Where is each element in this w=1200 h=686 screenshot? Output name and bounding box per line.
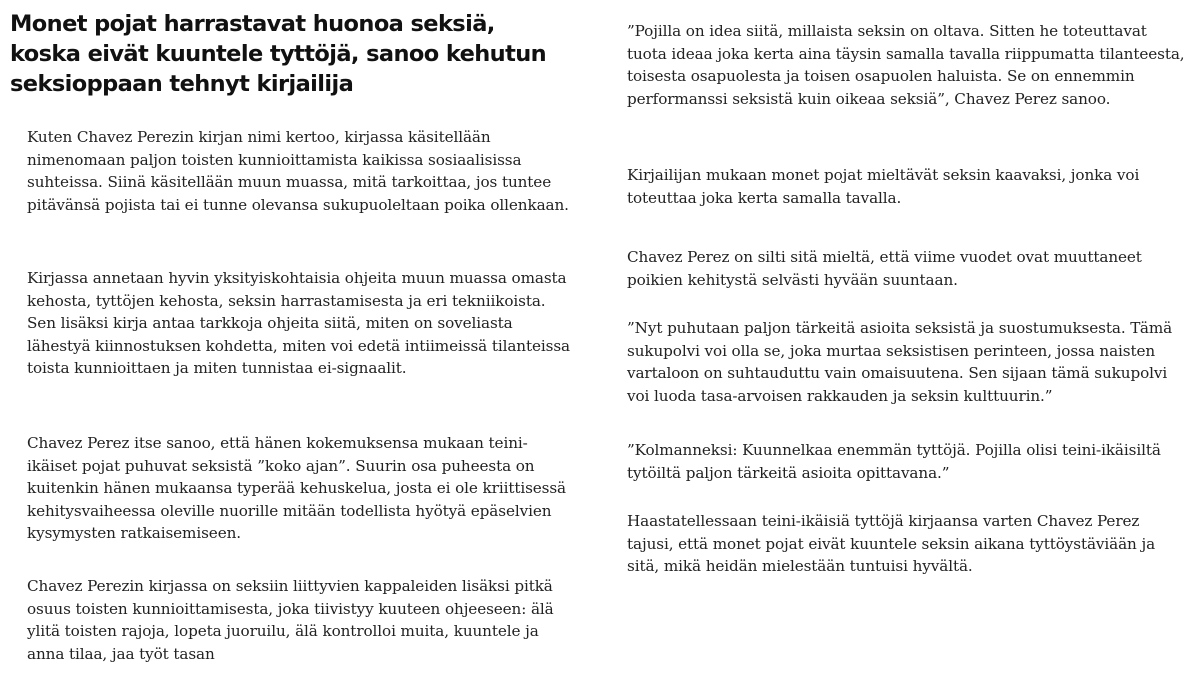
right-paragraph-1: ”Pojilla on idea siitä, millaista seksin on oltava. Sitten he toteuttavat tuota ideaa joka kerta aina täysin samalla tavalla riippumatta tilanteesta, toisesta osapuolesta ja toisen osapuolen haluista. Se on ennemmin performanssi seksistä kuin oikeaa seksiä”, Chavez Perez sanoo. <box>627 22 1185 108</box>
right-paragraph-2: Kirjailijan mukaan monet pojat mieltävät seksin kaavaksi, jonka voi toteuttaa joka kerta samalla tavalla. <box>627 166 1140 207</box>
right-paragraph-5: ”Kolmanneksi: Kuunnelkaa enemmän tyttöjä. Pojilla olisi teini-ikäisiltä tytöiltä paljon tärkeitä asioita opittavana.” <box>627 441 1161 482</box>
left-paragraph-1: Kuten Chavez Perezin kirjan nimi kertoo, kirjassa käsitellään nimenomaan paljon toisten kunnioittamista kaikissa sosiaalisissa suhteissa. Siinä käsitellään muun muassa, mitä tarkoittaa, jos tuntee pitävänsä pojista tai ei tunne olevansa sukupuoleltaan poika ollenkaan. <box>27 128 569 214</box>
article-headline: Monet pojat harrastavat huonoa seksiä, koska eivät kuuntele tyttöjä, sanoo kehutun seksioppaan tehnyt kirjailija <box>10 11 547 97</box>
right-paragraph-6: Haastatellessaan teini-ikäisiä tyttöjä kirjaansa varten Chavez Perez tajusi, että monet pojat eivät kuuntele seksin aikana tyttöystäviään ja sitä, mikä heidän mielestään tuntuisi hyvältä. <box>627 512 1156 576</box>
right-paragraph-3: Chavez Perez on silti sitä mieltä, että viime vuodet ovat muuttaneet poikien kehitystä selvästi hyvään suuntaan. <box>627 248 1142 289</box>
left-paragraph-2: Kirjassa annetaan hyvin yksityiskohtaisia ohjeita muun muassa omasta kehosta, tyttöjen kehosta, seksin harrastamisesta ja eri tekniikoista. Sen lisäksi kirja antaa tarkkoja ohjeita siitä, miten on soveliasta lähestyä kiinnostuksen kohdetta, miten voi edetä intiimeissä tilanteissa toista kunnioittaen ja miten tunnistaa ei-signaalit. <box>27 269 570 378</box>
left-paragraph-3: Chavez Perez itse sanoo, että hänen kokemuksensa mukaan teini-ikäiset pojat puhuvat seksistä ”koko ajan”. Suurin osa puheesta on kuitenkin hänen mukaansa typerää kehuskelua, josta ei ole kriittisessä kehitysvaiheessa oleville nuorille mitään todellista hyötyä epäselvien kysymysten ratkaisemiseen. <box>27 434 567 543</box>
right-paragraph-4: ”Nyt puhutaan paljon tärkeitä asioita seksistä ja suostumuksesta. Tämä sukupolvi voi olla se, joka murtaa seksistisen perinteen, jossa naisten vartaloon on suhtauduttu vain omaisuutena. Sen sijaan tämä sukupolvi voi luoda tasa-arvoisen rakkauden ja seksin kulttuurin.” <box>627 319 1173 405</box>
left-paragraph-4: Chavez Perezin kirjassa on seksiin liittyvien kappaleiden lisäksi pitkä osuus toisten kunnioittamisesta, joka tiivistyy kuuteen ohjeeseen: älä ylitä toisten rajoja, lopeta juoruilu, älä kontrolloi muita, kuuntele ja anna tilaa, jaa työt tasan <box>27 577 554 663</box>
